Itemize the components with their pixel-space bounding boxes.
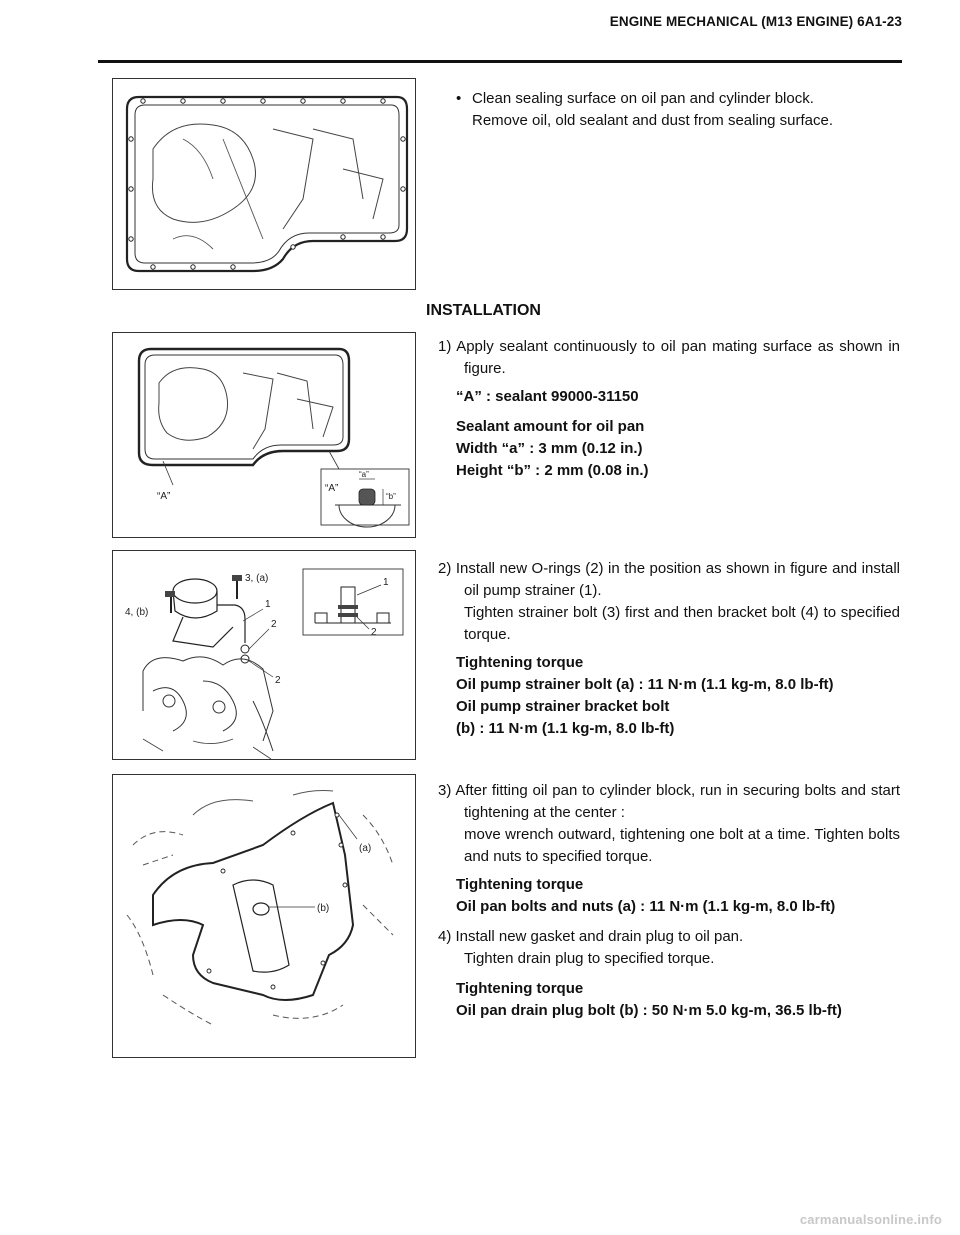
oil-pan-drawing <box>113 79 415 289</box>
header-rule <box>98 60 902 63</box>
step3-text: 3) After fitting oil pan to cylinder block, run in securing bolts and start tightening at the center : <box>438 782 900 821</box>
watermark: carmanualsonline.info <box>799 1212 942 1227</box>
inset-label-1: 1 <box>383 577 389 588</box>
step3-text2: move wrench outward, tightening one bolt at a time. Tighten bolts and nuts to specified torque. <box>464 826 900 865</box>
page-header-title: ENGINE MECHANICAL (M13 ENGINE) 6A1-23 <box>609 14 902 29</box>
step4-text: 4) Install new gasket and drain plug to oil pan. <box>438 928 744 945</box>
label-3a: 3, (a) <box>245 573 269 584</box>
step4-text2: Tighten drain plug to specified torque. <box>464 950 715 967</box>
label-A-left: “A” <box>157 491 171 502</box>
step2-text2: Tighten strainer bolt (3) first and then bracket bolt (4) to specified torque. <box>464 604 900 643</box>
sealant-drawing <box>113 333 415 537</box>
step1-spec-amount: Sealant amount for oil pan <box>456 418 645 435</box>
label-a: “a” <box>359 470 369 479</box>
installation-heading: INSTALLATION <box>426 302 541 319</box>
strainer-drawing <box>113 551 415 759</box>
step3-torque-pan-bolts: Oil pan bolts and nuts (a) : 11 N·m (1.1 kg-m, 8.0 lb-ft) <box>456 898 836 915</box>
label-b: “b” <box>386 492 396 501</box>
installed-pan-drawing <box>113 775 415 1057</box>
step4-torque-heading: Tightening torque <box>456 980 584 997</box>
label-4b: 4, (b) <box>125 607 149 618</box>
label-a-pan: (a) <box>359 843 372 854</box>
clean-step-line2: Remove oil, old sealant and dust from sealing surface. <box>472 112 834 129</box>
step2-torque-heading: Tightening torque <box>456 654 584 671</box>
step1-spec-width: Width “a” : 3 mm (0.12 in.) <box>456 440 643 457</box>
label-2-lower: 2 <box>275 675 281 686</box>
inset-label-2: 2 <box>371 627 377 638</box>
step1-spec-sealant: “A” : sealant 99000-31150 <box>456 388 639 405</box>
step2-torque-bracket-bolt: Oil pump strainer bracket bolt <box>456 698 670 715</box>
step3-torque-heading: Tightening torque <box>456 876 584 893</box>
step2-torque-bracket-value: (b) : 11 N·m (1.1 kg-m, 8.0 lb-ft) <box>456 720 675 737</box>
label-b-drain: (b) <box>317 903 330 914</box>
step1-text: 1) Apply sealant continuously to oil pan mating surface as shown in figure. <box>438 338 900 377</box>
label-1: 1 <box>265 599 271 610</box>
step1-spec-height: Height “b” : 2 mm (0.08 in.) <box>456 462 649 479</box>
step4-torque-drain-plug: Oil pan drain plug bolt (b) : 50 N·m 5.0 kg-m, 36.5 lb-ft) <box>456 1002 842 1019</box>
label-A-inset: “A” <box>325 483 339 494</box>
clean-step-line1: Clean sealing surface on oil pan and cylinder block. <box>472 90 814 107</box>
step2-text: 2) Install new O-rings (2) in the position as shown in figure and install oil pump strainer (1). <box>438 560 900 599</box>
figure-sealant-application <box>112 332 416 538</box>
figure-oil-pump-strainer <box>112 550 416 760</box>
step2-torque-strainer-bolt: Oil pump strainer bolt (a) : 11 N·m (1.1 kg-m, 8.0 lb-ft) <box>456 676 834 693</box>
figure-oil-pan-sealing-surface <box>112 78 416 290</box>
label-2-upper: 2 <box>271 619 277 630</box>
figure-oil-pan-installed <box>112 774 416 1058</box>
bullet-mark: • <box>456 90 462 107</box>
